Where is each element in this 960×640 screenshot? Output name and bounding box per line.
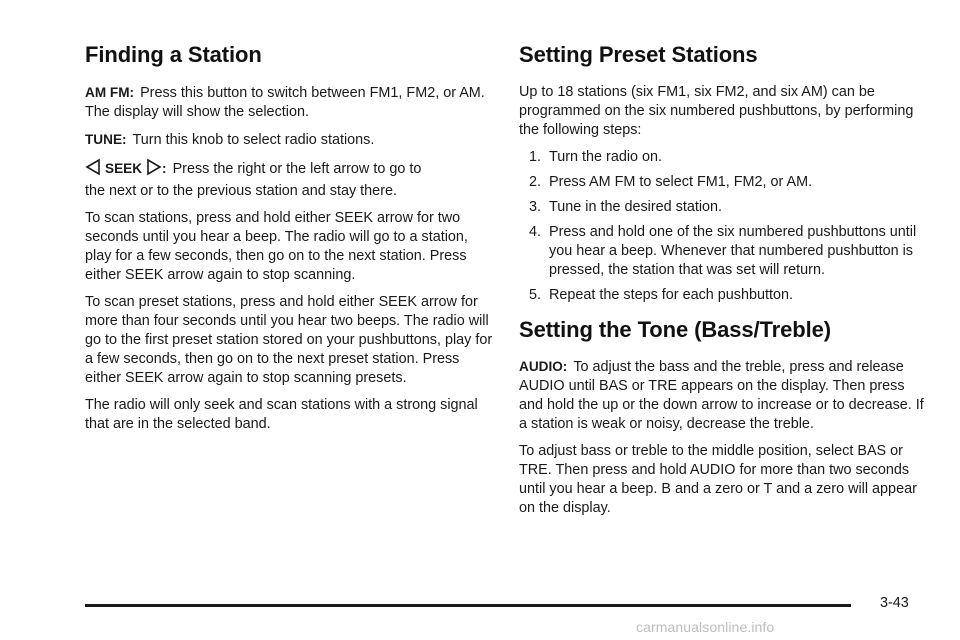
seek-colon: : (162, 161, 167, 176)
seek-text-b: the next or to the previous station and stay there. (85, 183, 397, 199)
amfm-paragraph (85, 83, 495, 122)
watermark-text: carmanualsonline.info (636, 619, 775, 635)
audio-paragraph (519, 357, 929, 434)
seek-term: SEEK (105, 161, 143, 176)
right-column (519, 42, 929, 526)
scan-paragraph: To scan stations, press and hold either SEEK arrow for two seconds until you hear a beep. The radio will go to a station, play for a few seconds, then go on to the next station. Press either SEEK arrow again to stop scanning. (85, 210, 468, 283)
section-heading-tone: Setting the Tone (Bass/Treble) (519, 317, 831, 342)
page-number: 3-43 (880, 595, 909, 611)
preset-intro-paragraph: Up to 18 stations (six FM1, six FM2, and six AM) can be programmed on the six numbered pushbuttons, by performing the following steps: (519, 84, 914, 138)
amfm-text: Press this button to switch between FM1, FM2, or AM. The display will show the selection. (85, 85, 485, 120)
audio-term: AUDIO: (519, 359, 568, 374)
signal-paragraph: The radio will only seek and scan stations with a strong signal that are in the selected band. (85, 397, 478, 432)
left-column (85, 42, 495, 442)
seek-paragraph (85, 158, 495, 201)
seek-text-a: Press the right or the left arrow to go to (172, 161, 422, 177)
seek-left-arrow-icon (85, 158, 101, 182)
list-item: 2. Press AM FM to select FM1, FM2, or AM. (529, 174, 813, 190)
section-heading-finding-station: Finding a Station (85, 42, 262, 67)
audio-text: To adjust the bass and the treble, press and release AUDIO until BAS or TRE appears on the display. Then press and hold the up or the down arrow to increase or to decrease. If a station is weak or noisy, decrease the treble. (519, 359, 924, 432)
tune-paragraph (85, 130, 495, 150)
amfm-term: AM FM: (85, 85, 135, 100)
footer-rule (85, 604, 851, 607)
list-item: 1. Turn the radio on. (529, 149, 663, 165)
preset-scan-paragraph: To scan preset stations, press and hold either SEEK arrow for more than four seconds until you hear two beeps. The radio will go to the first preset station stored on your pushbuttons, play for a few seconds, then go on to the next preset station. Press either SEEK arrow again to stop scanning presets. (85, 294, 493, 386)
tune-term: TUNE: (85, 132, 127, 147)
seek-right-arrow-icon (146, 158, 162, 182)
list-item: 3. Tune in the desired station. (529, 199, 723, 215)
tune-text: Turn this knob to select radio stations. (132, 132, 375, 148)
list-item: 5. Repeat the steps for each pushbutton. (529, 287, 794, 303)
middle-position-paragraph: To adjust bass or treble to the middle position, select BAS or TRE. Then press and hold AUDIO for more than two seconds until you hear a beep. B and a zero or T and a zero will appear on the display. (519, 443, 917, 516)
preset-steps-list (519, 148, 929, 305)
list-item: 4. Press and hold one of the six numbered pushbuttons until you hear a beep. Whenever that numbered pushbutton is pressed, the station that was set will return. (529, 224, 917, 278)
section-heading-preset-stations: Setting Preset Stations (519, 42, 758, 67)
